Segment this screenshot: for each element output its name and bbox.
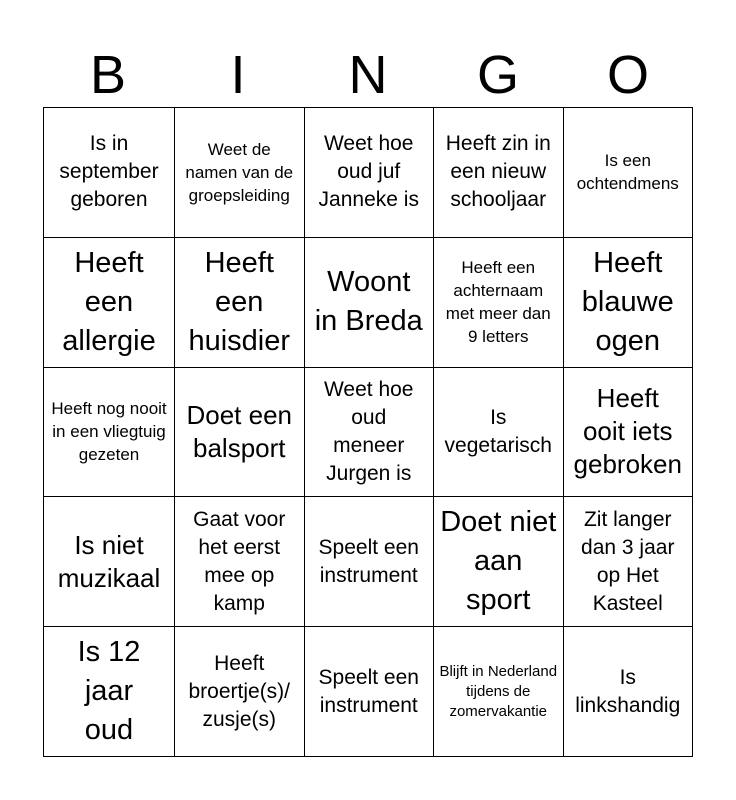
bingo-cell[interactable] [434,238,564,368]
bingo-cell[interactable] [564,627,694,757]
bingo-cell[interactable] [564,497,694,627]
bingo-cell[interactable] [564,368,694,498]
bingo-cell-text: Heeft een achternaam met meer dan 9 letters [445,258,551,347]
bingo-cell-text: Zit langer dan 3 jaar op Het Kasteel [581,507,675,615]
bingo-cell-text: Is 12 jaar oud [77,636,141,747]
bingo-cell-text: Heeft ooit iets gebroken [573,383,682,480]
bingo-cell[interactable] [434,368,564,498]
bingo-cell-text: Is in september geboren [59,132,159,212]
bingo-cell-text: Woont in Breda [314,266,423,338]
bingo-cell[interactable] [434,108,564,238]
bingo-cell-text: Doet een balsport [186,399,293,463]
bingo-cell-text: Heeft een allergie [62,246,156,357]
bingo-cell[interactable] [44,108,175,238]
header-letter-b: B [89,45,127,105]
bingo-cell[interactable] [44,368,175,498]
bingo-cell-text: Blijft in Nederland tijdens de zomervakantie [439,662,558,720]
bingo-cell-text: Is een ochtendmens [576,151,679,194]
bingo-cell[interactable] [44,627,175,757]
bingo-cell-text: Is linkshandig [575,665,681,717]
bingo-header [43,40,693,110]
bingo-cell[interactable] [434,627,564,757]
bingo-cell-text: Speelt een instrument [318,665,419,717]
bingo-cell[interactable] [305,627,435,757]
bingo-cell-text: Heeft nog nooit in een vliegtuig gezeten [51,399,167,465]
bingo-cell-text: Weet de namen van de groepsleiding [185,139,294,205]
bingo-cell[interactable] [564,238,694,368]
bingo-cell-text: Heeft blauwe ogen [581,246,674,357]
bingo-cell[interactable] [564,108,694,238]
bingo-cell[interactable] [175,238,305,368]
bingo-cell[interactable] [305,238,435,368]
bingo-cell-text: Is niet muzikaal [57,529,161,593]
bingo-cell[interactable] [305,368,435,498]
header-letter-i: I [230,45,246,105]
header-letter-n: N [348,45,388,105]
bingo-cell-text: Heeft zin in een nieuw schooljaar [445,132,551,212]
bingo-cell[interactable] [175,627,305,757]
bingo-cell-text: Heeft broertje(s)/ zusje(s) [188,651,291,731]
bingo-cell-text: Heeft een huisdier [188,246,291,357]
header-letter-o: O [606,45,649,105]
bingo-cell[interactable] [44,238,175,368]
bingo-cell[interactable] [434,497,564,627]
bingo-cell-text: Speelt een instrument [318,535,419,587]
bingo-cell-text: Is vegetarisch [444,405,552,457]
bingo-cell[interactable] [44,497,175,627]
bingo-card [43,107,693,757]
bingo-cell[interactable] [175,497,305,627]
bingo-cell-text: Weet hoe oud meneer Jurgen is [323,377,414,485]
bingo-cell-text: Doet niet aan sport [440,506,557,617]
header-letter-g: G [476,45,519,105]
bingo-cell[interactable] [175,108,305,238]
bingo-cell-text: Gaat voor het eerst mee op kamp [193,507,286,615]
bingo-cell[interactable] [305,497,435,627]
bingo-cell[interactable] [175,368,305,498]
bingo-cell[interactable] [305,108,435,238]
bingo-cell-text: Weet hoe oud juf Janneke is [318,132,419,212]
